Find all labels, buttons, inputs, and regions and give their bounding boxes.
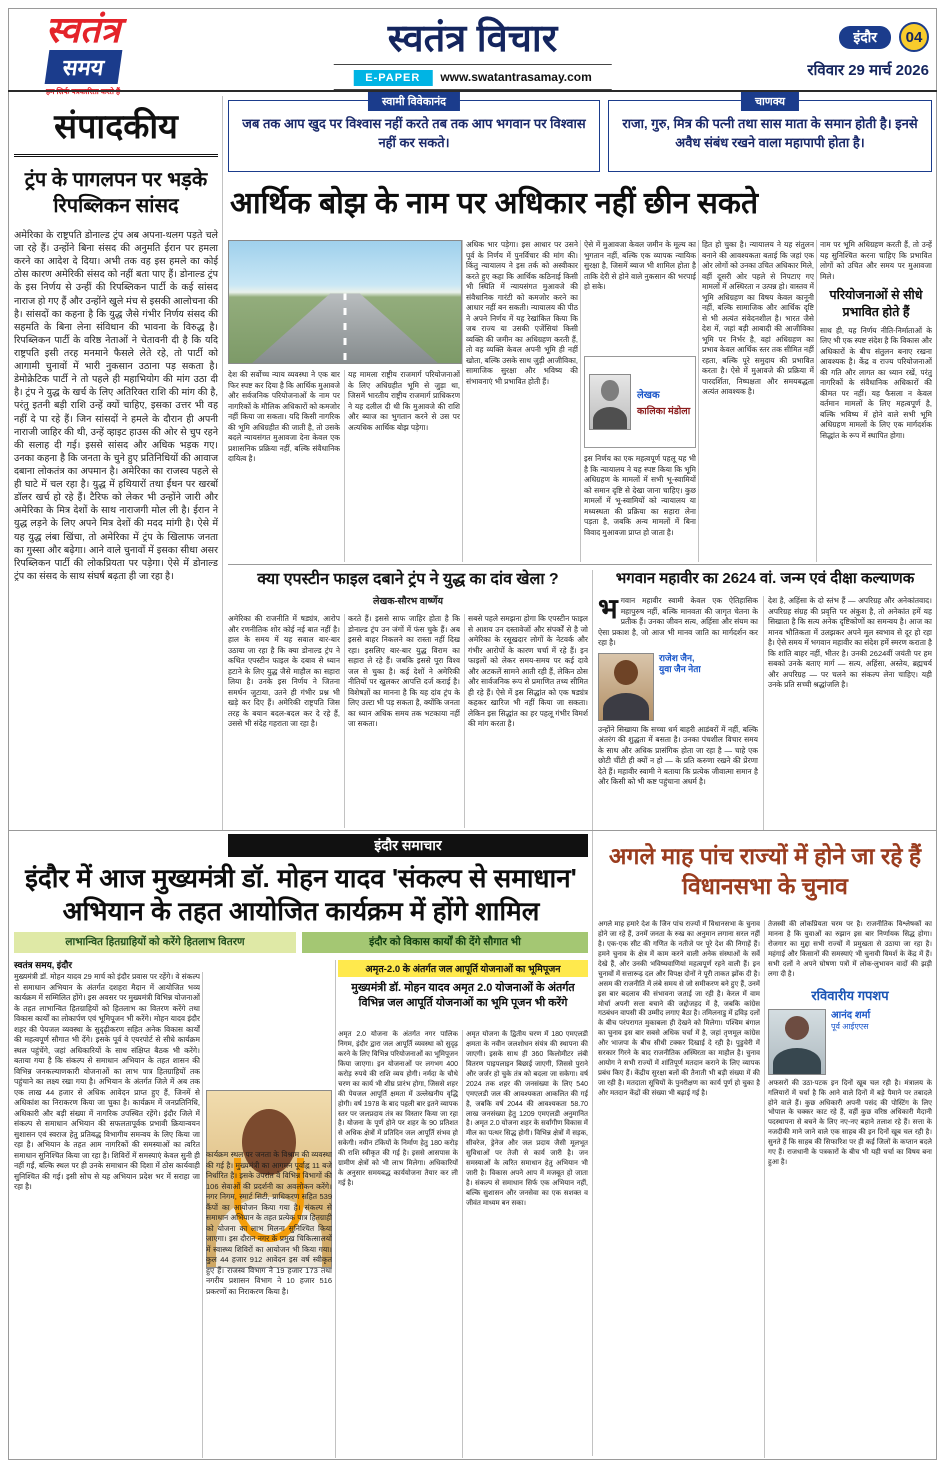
- mahavir-author-photo: [598, 653, 654, 721]
- column-rule: [464, 614, 465, 828]
- column-rule: [344, 614, 345, 828]
- lead-col-5: हित हो चुका है। न्यायालय ने यह संतुलन बनाने की आवश्यकता बताई कि जहां एक ओर लोगों को उनका उचित अधिकार मिले, वहीं दूसरी ओर पहले से निपटाए गए मामलों में अस्थिरता न उत्पन्न हो। वास्तव में भूमि अधिग्रहण का विषय केवल कानूनी नहीं, बल्कि सामाजिक और आर्थिक दृष्टि से भी अत्यंत संवेदनशील है। भारत जैसे देश में, जहां बड़ी आबादी की आजीविका भूमि पर निर्भर है, वहां अधिग्रहण का प्रभाव केवल आर्थिक स्तर तक सीमित नहीं रहता, बल्कि पूरे समुदाय की प्रभावित करता है। ऐसे में मुआवजे की प्रक्रिया में पारदर्शिता, निष्पक्षता और समयबद्धता अत्यंत आवश्यक है।: [702, 240, 814, 396]
- column-rule: [462, 1030, 463, 1458]
- indore-subhead-left: लाभान्वित हितग्राहियों को करेंगे हितलाभ वितरण: [14, 932, 296, 953]
- gapshap-author-photo: [768, 1009, 826, 1075]
- column-rule: [202, 972, 203, 1458]
- lead-author-box: [584, 356, 696, 448]
- lead-headline: आर्थिक बोझ के नाम पर अधिकार नहीं छीन सकते: [230, 187, 759, 220]
- epstein-col-1: अमेरिका की राजनीति में षड्यंत्र, आरोप और रणनीतिक शोर कोई नई बात नहीं है। हाल के समय में यह सवाल बार-बार उठाया जा रहा है कि क्या डोनाल्ड ट्रंप ने कथित एपस्टीन फाइल के दबाव से ध्यान हटाने के लिए युद्ध जैसे माहौल का सहारा लिया है। उनके इस निर्णय ने जितना समर्थन जुटाया, उतने ही गंभीर प्रश्न भी खड़े कर दिए हैं। अमेरिकी राष्ट्रपति जिस तरह के बयान बदल-बदल कर दे रहे हैं, उससे भी संदेह गहराता जा रहा है।: [228, 614, 340, 728]
- epstein-byline: लेखक-सौरभ वार्ष्णेय: [373, 596, 443, 607]
- epaper-row: [333, 64, 612, 90]
- column-rule: [344, 370, 345, 562]
- author-head-silhouette: [601, 380, 619, 401]
- amrut-col-2: अमृत योजना के द्वितीय चरण में 180 एमएलडी क्षमता के नवीन जलशोधन संयंत्र की स्थापना की जाएगी। इसके साथ ही 360 किलोमीटर लंबी वितरण पाइपलाइन बिछाई जाएगी, जिससे पुराने और जर्जर हो चुके तंत्र को बदला जा सकेगा। वर्ष 2024 तक शहर की जनसंख्या के लिए 540 एमएलडी जल की आवश्यकता आकलित की गई है, जबकि वर्ष 2044 की आवश्यकता 58.70 लाख जनसंख्या हेतु 1209 एमएलडी अनुमानित है। अमृत 2.0 योजना शहर के सर्वांगीण विकास में मील का पत्थर सिद्ध होगी। विभिन्न क्षेत्रों में सड़क, सीवरेज, ड्रेनेज और जल प्रदाय जैसी मूलभूत सुविधाओं पर तेजी से कार्य जारी है। जन समस्याओं के त्वरित समाधान हेतु अभियान भी जारी है। विकास अपने आप में मजबूत हो जाता है। संकल्प से समाधान सिर्फ एक अभियान नहीं, बल्कि सुशासन और जनसेवा का एक सशक्त व जीवंत माध्यम बन सका।: [466, 1031, 588, 1207]
- epaper-badge: E-PAPER: [353, 70, 432, 86]
- epstein-headline: क्या एपस्टीन फाइल दबाने ट्रंप ने युद्ध का दांव खेला ?: [257, 571, 559, 588]
- column-rule: [698, 240, 699, 562]
- amrut-box: [338, 960, 588, 1011]
- website-link[interactable]: www.swatantrasamay.com: [440, 70, 592, 84]
- quote-text: राजा, गुरु, मित्र की पत्नी तथा सास माता के समान होती है। इनसे अवैध संबंध रखने वाला महापापी होता है।: [622, 116, 918, 150]
- lead-col-3: अधिक भार पड़ेगा। इस आधार पर उसने पूर्व के निर्णय में पुनर्विचार की मांग की। किंतु न्यायालय ने इस तर्क को अस्वीकार करते हुए कहा कि आर्थिक कठिनाई किसी भी स्थिति में न्यायसंगत मुआवजे की संवैधानिक गारंटी को कमजोर करने का आधार नहीं बन सकती। न्यायालय की पीठ ने अपने निर्णय में यह रेखांकित किया कि जब राज्य या उसकी एजेंसियां किसी व्यक्ति की जमीन का अधिग्रहण करती हैं, तो वह व्यक्ति केवल अपनी भूमि ही नहीं खोता, बल्कि उसके साथ जुड़ी आजीविका, सामाजिक सुरक्षा और भविष्य की संभावनाएं भी प्रभावित होती हैं।: [466, 240, 578, 386]
- amrut-box-subhead: मुख्यमंत्री डॉ. मोहन यादव अमृत 2.0 योजनाओं के अंतर्गत विभिन्न जल आपूर्ति योजनाओं का भूमि पूजन भी करेंगे: [351, 982, 575, 1009]
- quote-text: जब तक आप खुद पर विश्वास नहीं करते तब तक आप भगवान पर विश्वास नहीं कर सकते।: [242, 116, 586, 150]
- mahavir-col-1: [598, 596, 758, 830]
- author-head-silhouette: [614, 660, 638, 685]
- election-col-2-text: तेजस्वी की लोकप्रियता चरम पर है। राजनीतिक विश्लेषकों का मानना है कि युवाओं का रुझान इस बार निर्णायक सिद्ध होगा। रोजगार का मुद्दा सभी राज्यों में प्रमुखता से उठाया जा रहा है। महंगाई और किसानों की समस्याएं भी चुनावी विमर्श के केंद्र में हैं। सभी दलों ने अपने घोषणा पत्रों में लोक-लुभावन वादों की झड़ी लगा दी है।: [768, 921, 932, 978]
- road-graphic: [252, 293, 438, 363]
- indore-dateline: स्वतंत्र समय, इंदौर: [14, 960, 73, 970]
- logo-line2: समय: [44, 50, 122, 84]
- election-headline: अगले माह पांच राज्यों में होने जा रहे हैं विधानसभा के चुनाव: [608, 843, 922, 899]
- author-head-silhouette: [785, 1016, 810, 1040]
- lane-markings: [343, 293, 346, 363]
- mahavir-headline: भगवान महावीर का 2624 वां. जन्म एवं दीक्षा कल्याणक: [615, 570, 915, 587]
- mahavir-col-1-text: उन्होंने सिखाया कि सच्चा धर्म बाहरी आडंबरों में नहीं, बल्कि अंतरंग की शुद्धता में बसता है। उनका पंचशील विचार समय के साथ और अधिक प्रासंगिक होता जा रहा है — चाहे एक छोटी चींटी ही क्यों न हो — के प्रति करुणा रखने की प्रेरणा देते हैं। महावीर स्वामी ने बताया कि प्रत्येक जीवात्मा समान है और किसी को भी कष्ट पहुंचाना अधर्म है।: [598, 724, 758, 786]
- mahavir-col-2: देश है, अहिंसा के दो स्तंभ हैं — अपरिग्रह और अनेकांतवाद। अपरिग्रह संग्रह की प्रवृत्ति पर अंकुश है, तो अनेकांत हमें यह सिखाता है कि सत्य अनेक दृष्टिकोणों का समन्वय है। आज का मानव भौतिकता में उलझकर अपने मूल स्वभाव से दूर हो रहा है। ऐसे समय में भगवान महावीर का संदेश हमें स्मरण कराता है कि शांति बाहर नहीं, भीतर है। उनकी 2624वीं जयंती पर हम सबको उनके बताए मार्ग — सत्य, अहिंसा, अस्तेय, ब्रह्मचर्य और अपरिग्रह — पर चलने का संकल्प लेना चाहिए। यही उनके प्रति सच्ची श्रद्धांजलि है।: [768, 596, 932, 689]
- indore-col-1: मुख्यमंत्री डॉ. मोहन यादव 29 मार्च को इंदौर प्रवास पर रहेंगे। वे संकल्प से समाधान अभियान के अंतर्गत दशहरा मैदान में आयोजित भव्य कार्यक्रम में सम्मिलित होंगे। इस अवसर पर मुख्यमंत्री विभिन्न योजनाओं के तहत लाभान्वित हितग्राहियों को हितलाभ का वितरण करेंगे तथा विकास कार्यों का लोकार्पण एवं भूमिपूजन भी करेंगे। मोहन यादव इंदौर शहर की पेयजल व्यवस्था के सुदृढ़ीकरण सहित अनेक विकास कार्यों की महत्वपूर्ण सौगात भी देंगे। इसके पूर्व वे एयरपोर्ट से सीधे कार्यक्रम स्थल पहुंचेंगे, जहां अधिकारियों के साथ संक्षिप्त बैठक भी करेंगे। बताया गया है कि संकल्प से समाधान अभियान के तहत शासन की विभिन्न जनकल्याणकारी योजनाओं का लाभ पात्र हितग्राहियों तक पहुंचाने का लक्ष्य रखा गया है। अभियान के अंतर्गत जिले में अब तक एक लाख 44 हजार से अधिक आवेदन प्राप्त हुए हैं, जिनमें से अधिकांश का निराकरण किया जा चुका है। कार्यक्रम में जनप्रतिनिधि, अधिकारी और बड़ी संख्या में नागरिक उपस्थित रहेंगे। इंदौर जिले में संकल्प से समाधान अभियान की सफलतापूर्वक प्रभावी क्रियान्वयन सुशासन एवं स्वराज हेतु प्रतिबद्ध विभागीय समन्वय के लिए किया जा रहा है। अभियान के तहत आम नागरिकों की समस्याओं का त्वरित समाधान सुनिश्चित किया जा रहा है। शिविरों में समस्याएं केवल सुनी ही नहीं गईं, बल्कि स्थल पर ही उनके समाधान की दिशा में ठोस कार्यवाही सुनिश्चित की गई। इसी सोच से यह अभियान प्रदेश भर में सराहा जा रहा है।: [14, 972, 200, 1191]
- lead-col-6a: नाम पर भूमि अधिग्रहण करती हैं, तो उन्हें यह सुनिश्चित करना चाहिए कि प्रभावित लोगों को उचित और समय पर मुआवजा मिले।: [820, 240, 932, 281]
- section-rule-vertical: [592, 570, 593, 1456]
- lead-author-meta: [637, 387, 690, 417]
- column-rule: [763, 596, 764, 830]
- page-title: स्वतंत्र विचार: [387, 18, 558, 60]
- lead-col-4b: इस निर्णय का एक महत्वपूर्ण पहलू यह भी है कि न्यायालय ने यह स्पष्ट किया कि भूमि अधिग्रहण के मामलों में सभी भू-स्वामियों को समान दृष्टि से देखा जाना चाहिए। कुछ मामलों में भू-स्वामियों को न्यायालय या मध्यस्थता की प्रक्रिया का सहारा लेना पड़ता है, जबकि अन्य मामलों में बिना विवाद मुआवजा प्राप्त हो जाता है।: [584, 454, 696, 537]
- mahavir-author-row: [598, 653, 758, 721]
- gapshap-author-row: [768, 1009, 932, 1075]
- column-rule: [764, 920, 765, 1458]
- editorial-section-title: संपादकीय: [14, 102, 218, 157]
- author-name: कालिका मंडोला: [637, 406, 691, 417]
- lead-col-4a: ऐसे में मुआवजा केवल जमीन के मूल्य का भुगतान नहीं, बल्कि एक व्यापक न्यायिक सुरक्षा है, जिसमें ब्याज भी शामिल होता है ताकि देरी से होने वाले नुकसान की भरपाई हो सके।: [584, 240, 696, 291]
- lead-author-photo: [589, 374, 631, 430]
- quote-author: चाणक्य: [741, 92, 799, 111]
- lead-col-1: देश की सर्वोच्च न्याय व्यवस्था ने एक बार फिर स्पष्ट कर दिया है कि आर्थिक मुआवजे और सर्वजनिक परियोजनाओं के नाम पर नागरिकों के मौलिक अधिकारों को कमजोर नहीं किया जा सकता। यदि किसी नागरिक की भूमि अधिग्रहीत की जाती है, तो उसके बदले न्यायसंगत मुआवजा देना केवल एक प्रशासनिक प्रक्रिया नहीं, बल्कि संवैधानिक दायित्व है।: [228, 370, 340, 463]
- highway-photo: [228, 240, 462, 364]
- mahavir-intro: [598, 596, 758, 649]
- drop-cap: भ: [598, 596, 618, 624]
- quote-box-vivekananda: [228, 96, 600, 172]
- lead-col-6: [820, 240, 932, 562]
- column-rule: [580, 240, 581, 562]
- quote-box-chanakya: [608, 96, 932, 172]
- gapshap-author-caption: [831, 1009, 870, 1032]
- newspaper-logo: [18, 12, 148, 97]
- indore-subhead-right: इंदौर को विकास कार्यों की देंगे सौगात भी: [302, 932, 588, 953]
- lead-col-2: यह मामला राष्ट्रीय राजमार्ग परियोजनाओं के लिए अधिग्रहीत भूमि से जुड़ा था, जिसमें भारतीय राष्ट्रीय राजमार्ग प्राधिकरण ने यह दलील दी थी कि मुआवजे की राशि और ब्याज का भुगतान करने से उस पर अत्यधिक आर्थिक बोझ पड़ेगा।: [348, 370, 460, 432]
- amrut-col-1: अमृत 2.0 योजना के अंतर्गत नगर पालिक निगम, इंदौर द्वारा जल आपूर्ति व्यवस्था को सुदृढ़ करने के लिए विभिन्न परियोजनाओं का भूमिपूजन किया जाएगा। इन योजनाओं पर लगभग 400 करोड़ रुपये की राशि व्यय होगी। नर्मदा के चौथे चरण का कार्य भी शीघ्र प्रारंभ होगा, जिससे शहर की पेयजल आपूर्ति क्षमता में उल्लेखनीय वृद्धि होगी। वर्ष 1978 के बाद पहली बार इतने व्यापक स्तर पर जलप्रदाय तंत्र का विस्तार किया जा रहा है। योजना के पूर्ण होने पर शहर के 90 प्रतिशत से अधिक क्षेत्रों में प्रतिदिन जल आपूर्ति संभव हो सकेगी। नवीन टंकियों के निर्माण हेतु 180 करोड़ की राशि स्वीकृत की गई है। इससे आसपास के ग्रामीण क्षेत्रों को भी लाभ मिलेगा। अधिकारियों के अनुसार समयबद्ध कार्ययोजना तैयार कर ली गई है।: [338, 1031, 458, 1188]
- author-label: लेखक: [637, 390, 660, 401]
- lead-subhead: परियोजनाओं से सीधे प्रभावित होते हैं: [829, 288, 923, 319]
- mahavir-author-caption: [659, 653, 701, 676]
- mahavir-article: [598, 570, 932, 589]
- section-rule: [8, 830, 937, 831]
- gapshap-text: अफसरों की उठा-पटक इन दिनों खूब चल रही है। मंत्रालय के गलियारों में चर्चा है कि आने वाले दिनों में बड़े पैमाने पर तबादले होने वाले हैं। कुछ अधिकारी अपनी पसंद की पोस्टिंग के लिए भोपाल के चक्कर काट रहे हैं, वहीं कुछ वरिष्ठ अधिकारी मैदानी पदस्थापना से बचने के लिए नए-नए बहाने तलाश रहे हैं। सत्ता के नजदीकी माने जाने वाले एक साहब की इन दिनों खूब चल रही है। सुनते हैं कि साहब की सिफारिश पर ही कई जिलों के कप्तान बदले गए हैं। राजधानी के पत्रकारों के बीच भी यही चर्चा का विषय बना हुआ है।: [768, 1079, 932, 1167]
- logo-line1: स्वतंत्र: [45, 10, 121, 50]
- amrut-box-head: अमृत-2.0 के अंतर्गत जल आपूर्ति योजनाओं का भूमिपूजन: [338, 960, 588, 977]
- editorial-headline: ट्रंप के पागलपन पर भड़के रिपब्लिकन सांसद: [24, 169, 208, 217]
- epstein-article: [228, 570, 588, 607]
- election-col-2: [768, 920, 932, 1458]
- gapshap-title: रविवारीय गपशप: [811, 987, 889, 1003]
- gapshap-author-title: पूर्व आईएएस: [831, 1021, 869, 1031]
- logo-tagline: [18, 87, 148, 97]
- indore-headline: इंदौर में आज मुख्यमंत्री डॉ. मोहन यादव 'संकल्प से समाधान' अभियान के तहत आयोजित कार्यक्रम में होंगे शामिल: [25, 863, 577, 927]
- lead-col-6b: साथ ही, यह निर्णय नीति-निर्माताओं के लिए भी एक स्पष्ट संदेश है कि विकास और अधिकारों के बीच संतुलन बनाए रखना आवश्यक है। केंद्र व राज्य परियोजनाओं की गति और लागत का ध्यान रखें, परंतु नागरिकों के संवैधानिक अधिकारों की कीमत पर नहीं। यह फैसला न केवल वर्तमान मामलों के लिए महत्वपूर्ण है, बल्कि भविष्य में होने वाले सभी भूमि अधिग्रहण मामलों के लिए एक मार्गदर्शक सिद्धांत के रूप में स्थापित होगा।: [820, 325, 932, 440]
- epstein-col-3: सबसे पहले समझना होगा कि एपस्टीन फाइल से आशय उन दस्तावेजों और संपर्कों से है जो अमेरिका के रसूखदार लोगों के नेटवर्क और गंभीर आरोपों के कारण चर्चा में रहे हैं। इन फाइलों को लेकर समय-समय पर कई दावे और अटकलें सामने आती रही हैं, लेकिन ठोस और सार्वजनिक रूप से प्रमाणित तथ्य सीमित ही रहे हैं। ऐसे में इस सिद्धांत को एक षड्यंत्र कहकर खारिज भी नहीं किया जा सकता। लेकिन इस सिद्धांत का हर पहलू गंभीर विमर्श की मांग करता है।: [468, 614, 588, 728]
- gapshap-author-name: आनंद शर्मा: [831, 1009, 871, 1021]
- column-rule: [462, 240, 463, 562]
- page-number-badge: 04: [899, 22, 929, 52]
- mahavir-author-title: युवा जैन नेता: [659, 664, 701, 675]
- indore-col-2: कार्यक्रम स्थल पर जनता के विश्राम की व्यवस्था की गई है। मुख्यमंत्री का आगमन पूर्वाह्न 11 बजे निर्धारित है। इसके उपरांत वे विभिन्न विभागों की 106 सेवाओं की प्रदर्शनी का अवलोकन करेंगे। नगर निगम, स्मार्ट सिटी, प्राधिकरण सहित 539 कैंपों का आयोजन किया गया है। संकल्प से समाधान अभियान के तहत प्रत्येक पात्र हितग्राही को योजना का लाभ मिलना सुनिश्चित किया जाएगा। इस दौरान नगर के प्रमुख चिकित्सालयों में स्वास्थ्य शिविरों का आयोजन भी किया गया। कुल 44 हजार 912 आवेदन इस वर्ष स्वीकृत हुए हैं। राजस्व विभाग ने 19 हजार 173 तथा नगरीय प्रशासन विभाग ने 10 हजार 516 प्रकरणों का निराकरण किया है।: [206, 1150, 332, 1296]
- editorial-body: अमेरिका के राष्ट्रपति डोनाल्ड ट्रंप अब अपना-थलग पड़ते चले जा रहे हैं। उन्होंने बिना संसद की अनुमति ईरान पर हमला करने का आदेश दे दिया। अभी तक वह इस हमले का कोई ठोस कारण अमेरिकी संसद को नहीं बता पाए हैं। डोनाल्ड ट्रंप के इस निर्णय से उन्हीं की रिपब्लिकन पार्टी के कई सांसद नाराज हो गए हैं और उन्होंने खुले मंच से इसकी आलोचना की है। सांसदों का कहना है कि युद्ध जैसे गंभीर निर्णय संसद की सहमति के बिना लेना संविधान की भावना के विरुद्ध है। रिपब्लिकन पार्टी के वरिष्ठ नेताओं ने चेतावनी दी है कि यदि राष्ट्रपति इसी तरह मनमाने फैसले लेते रहे, तो पार्टी को आगामी चुनावों में भारी नुकसान उठाना पड़ सकता है। डेमोक्रेटिक पार्टी ने तो पहले ही महाभियोग की मांग उठा दी है। ट्रंप ने युद्ध के खर्च के लिए अतिरिक्त राशि की मांग की है, परंतु इतनी बड़ी राशि उन्हें क्यों चाहिए, इसका उत्तर भी वह नहीं दे पा रहे हैं। जिन सांसदों ने हमले के दौरान ही अपनी नाराजी जाहिर की थी, उन्हें व्हाइट हाउस की ओर से चुप रहने की सलाह दी गई। इससे सांसद और अधिक भड़क गए। उनका कहना है कि जनता के चुने हुए प्रतिनिधियों की आवाज दबाना लोकतंत्र का अपमान है। अमेरिका का राजस्व पहले से ही घाटे में चल रहा है। युद्ध में हथियारों तथा ईंधन पर खरबों डॉलर खर्च हो रहे हैं। टैरिफ को लेकर भी उन्होंने जारी और अमेरिका के मित्र देशों के साथ नाराजगी मोल ली है। ईरान ने युद्ध लड़ने के लिए अपने मित्र देशों की मदद मांगी है। ऐसे में यह युद्ध लंबा खिंचा, तो अमेरिका में ट्रंप के खिलाफ जनता का गुस्सा और बढ़ेगा। आने वाले चुनावों में इसका सीधा असर रिपब्लिकन पार्टी की लोकप्रियता पर पड़ेगा। ऐसे में डोनाल्ड ट्रंप का संसद के साथ संघर्ष बढ़ता ही जा रहा है।: [14, 230, 218, 582]
- author-body-silhouette: [773, 1048, 821, 1075]
- city-badge: इंदौर: [839, 26, 891, 49]
- masthead-right: [807, 22, 929, 80]
- indore-section-banner: इंदौर समाचार: [228, 834, 588, 857]
- election-col-1: अगले माह हमारे देश के जिन पांच राज्यों में विधानसभा के चुनाव होने जा रहे हैं, उनमें जनता के रुख का अनुमान लगाना सरल नहीं है। एक-एक सीट की गणित के नतीजे पर पूरे देश की निगाहें हैं। हमने चुनाव के क्षेत्र में काम करने वाली अनेक संस्थाओं के सर्वे देखे हैं, और उनकी भविष्यवाणियां महत्वपूर्ण रहने वाली हैं। इन चुनावों में सत्तारूढ़ दल और विपक्ष दोनों ने पूरी ताकत झोंक दी है। असम की राजनीति में लंबे समय से जो समीकरण बने हुए हैं, उनमें इस बार बदलाव की संभावना जताई जा रही है। केरल में वाम मोर्चा अपनी सत्ता बचाने की जद्दोजहद में है, जबकि कांग्रेस गठबंधन वापसी की उम्मीद लगाए बैठा है। तमिलनाडु में द्रविड़ दलों के बीच परंपरागत मुकाबला ही देखने को मिलेगा। पश्चिम बंगाल का चुनाव इस बार सबसे अधिक चर्चा में है, जहां तृणमूल कांग्रेस और भाजपा के बीच सीधी टक्कर दिखाई दे रही है। पुडुचेरी में सरकार गिरने के बाद राजनीतिक अस्थिरता का माहौल है। चुनाव आयोग ने सभी राज्यों में शांतिपूर्ण मतदान कराने के लिए व्यापक प्रबंध किए हैं। केंद्रीय सुरक्षा बलों की तैनाती भी बड़ी संख्या में की जा रही है। मतदाता सूचियों के पुनरीक्षण का कार्य पूर्ण हो चुका है और मतदान केंद्रों की संख्या भी बढ़ाई गई है।: [598, 921, 760, 1097]
- column-rule: [335, 960, 336, 1458]
- author-body-silhouette: [593, 407, 627, 430]
- author-body-silhouette: [603, 693, 649, 720]
- mahavir-intro-text: गवान महावीर स्वामी केवल एक ऐतिहासिक महापुरुष नहीं, बल्कि मानवता की जागृत चेतना के प्रतीक हैं। उनका जीवन सत्य, अहिंसा और संयम का ऐसा प्रकाश है, जो आज भी मानव जाति का मार्गदर्शन कर रहा है।: [598, 596, 758, 647]
- column-rule: [816, 240, 817, 562]
- editorial-section: [14, 102, 218, 583]
- mahavir-author-name: राजेश जैन,: [659, 652, 695, 663]
- edition-date: रविवार 29 मार्च 2026: [807, 62, 929, 79]
- section-rule: [228, 564, 932, 565]
- epstein-col-2: करते हैं। इससे साफ जाहिर होता है कि डोनाल्ड ट्रंप उन जंगों में फंस चुके हैं। अब इससे बाहर निकलने का रास्ता नहीं दिख रहा। इसलिए बार-बार युद्ध विराम का सहारा ले रहे हैं। जबकि इससे पूरा विश्व जल से चुका है। कई देशों ने अमेरिकी नीतियों पर खुलकर आपत्ति दर्ज कराई है। विशेषज्ञों का मानना है कि यह दांव ट्रंप के लिए उल्टा भी पड़ सकता है, क्योंकि जनता का ध्यान अधिक समय तक भटकाया नहीं जा सकता।: [348, 614, 460, 728]
- quote-author: स्वामी विवेकानंद: [368, 92, 460, 111]
- column-rule: [222, 96, 223, 830]
